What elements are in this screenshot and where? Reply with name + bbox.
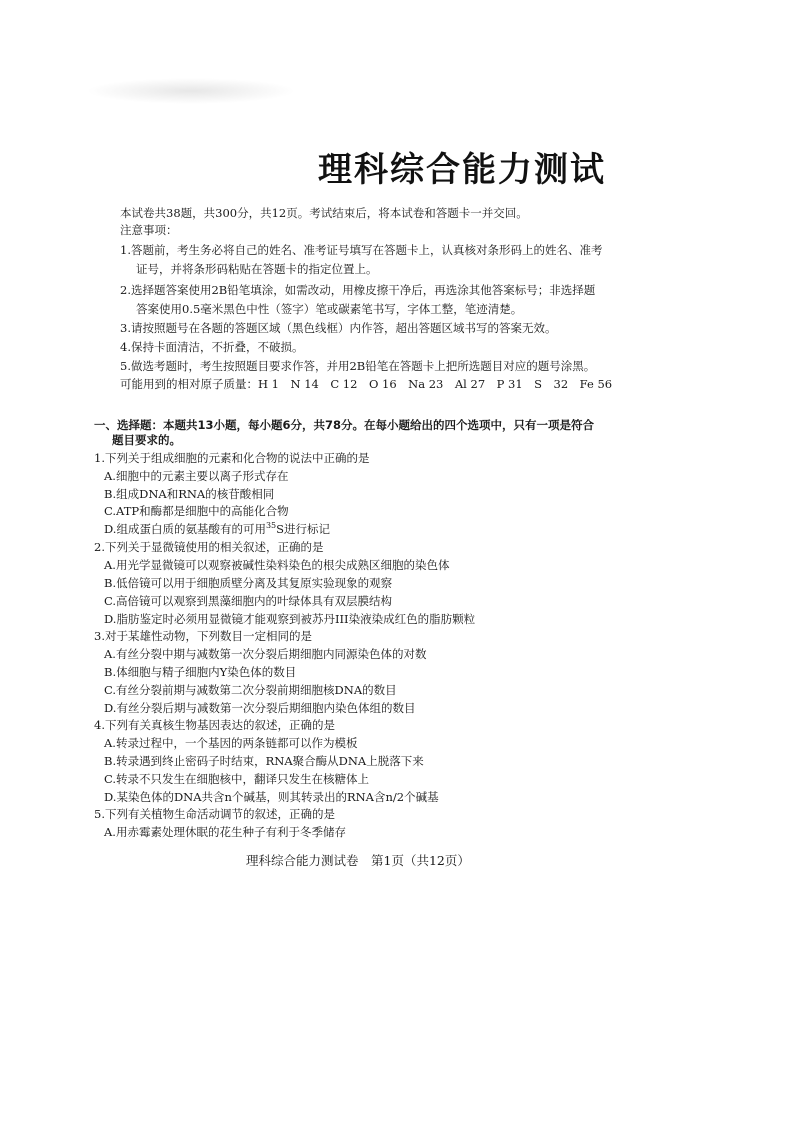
question-4-option-a: A.转录过程中，一个基因的两条链都可以作为模板 [104, 736, 358, 750]
page-title: 理科综合能力测试 [318, 150, 606, 190]
question-2-stem: 2.下列关于显微镜使用的相关叙述，正确的是 [94, 540, 324, 554]
question-1-option-b: B.组成DNA和RNA的核苷酸相同 [104, 487, 275, 501]
option-d-text-end: S进行标记 [276, 522, 331, 536]
question-4-option-d: D.某染色体的DNA共含n个碱基，则其转录出的RNA含n/2个碱基 [104, 790, 439, 804]
question-4-stem: 4.下列有关真核生物基因表达的叙述，正确的是 [94, 718, 335, 732]
question-3-option-c: C.有丝分裂前期与减数第二次分裂前期细胞核DNA的数目 [104, 683, 397, 697]
question-1-option-d [104, 521, 330, 537]
section-heading-cont: 题目要求的。 [112, 433, 181, 447]
question-4-option-b: B.转录遇到终止密码子时结束，RNA聚合酶从DNA上脱落下来 [104, 754, 424, 768]
question-5-stem: 5.下列有关植物生命活动调节的叙述，正确的是 [94, 807, 335, 821]
page-footer: 理科综合能力测试卷 第1页（共12页） [246, 853, 470, 868]
note-1: 1.答题前，考生务必将自己的姓名、准考证号填写在答题卡上，认真核对条形码上的姓名、准考 [120, 243, 603, 257]
note-1-cont: 证号，并将条形码粘贴在答题卡的指定位置上。 [136, 262, 378, 276]
note-5: 5.做选考题时，考生按照题目要求作答，并用2B铅笔在答题卡上把所选题目对应的题号涂黑。 [120, 359, 596, 373]
note-2-cont: 答案使用0.5毫米黑色中性（签字）笔或碳素笔书写，字体工整，笔迹清楚。 [136, 302, 523, 316]
question-5-option-a: A.用赤霉素处理休眠的花生种子有利于冬季储存 [104, 825, 346, 839]
question-3-option-d: D.有丝分裂后期与减数第一次分裂后期细胞内染色体组的数目 [104, 701, 416, 715]
note-4: 4.保持卡面清洁，不折叠，不破损。 [120, 340, 304, 354]
atomic-masses: 可能用到的相对原子质量：H 1 N 14 C 12 O 16 Na 23 Al 27 P 31 S 32 Fe 56 [120, 377, 613, 391]
section-heading: 一、选择题：本题共13小题，每小题6分，共78分。在每小题给出的四个选项中，只有一项是符合 [94, 418, 595, 432]
question-2-option-b: B.低倍镜可以用于细胞质壁分离及其复原实验现象的观察 [104, 576, 393, 590]
question-1-stem: 1.下列关于组成细胞的元素和化合物的说法中正确的是 [94, 451, 370, 465]
question-2-option-d: D.脂肪鉴定时必须用显微镜才能观察到被苏丹III染液染成红色的脂肪颗粒 [104, 612, 476, 626]
question-3-stem: 3.对于某雄性动物，下列数目一定相同的是 [94, 629, 312, 643]
question-3-option-b: B.体细胞与精子细胞内Y染色体的数目 [104, 665, 297, 679]
note-2: 2.选择题答案使用2B铅笔填涂，如需改动，用橡皮擦干净后，再选涂其他答案标号；非选择题 [120, 283, 596, 297]
question-4-option-c: C.转录不只发生在细胞核中，翻译只发生在核糖体上 [104, 772, 370, 786]
isotope-superscript: 35 [265, 521, 277, 531]
question-1-option-c: C.ATP和酶都是细胞中的高能化合物 [104, 504, 289, 518]
question-3-option-a: A.有丝分裂中期与减数第一次分裂后期细胞内同源染色体的对数 [104, 647, 427, 661]
notes-heading: 注意事项： [120, 223, 178, 237]
option-d-text: D.组成蛋白质的氨基酸有的可用 [104, 522, 266, 536]
question-1-option-a: A.细胞中的元素主要以离子形式存在 [104, 469, 289, 483]
exam-intro: 本试卷共38题，共300分，共12页。考试结束后，将本试卷和答题卡一并交回。 [120, 206, 528, 220]
scan-smudge [86, 78, 296, 104]
question-2-option-a: A.用光学显微镜可以观察被碱性染料染色的根尖成熟区细胞的染色体 [104, 558, 450, 572]
question-2-option-c: C.高倍镜可以观察到黑藻细胞内的叶绿体具有双层膜结构 [104, 594, 393, 608]
note-3: 3.请按照题号在各题的答题区域（黑色线框）内作答，超出答题区域书写的答案无效。 [120, 321, 557, 335]
